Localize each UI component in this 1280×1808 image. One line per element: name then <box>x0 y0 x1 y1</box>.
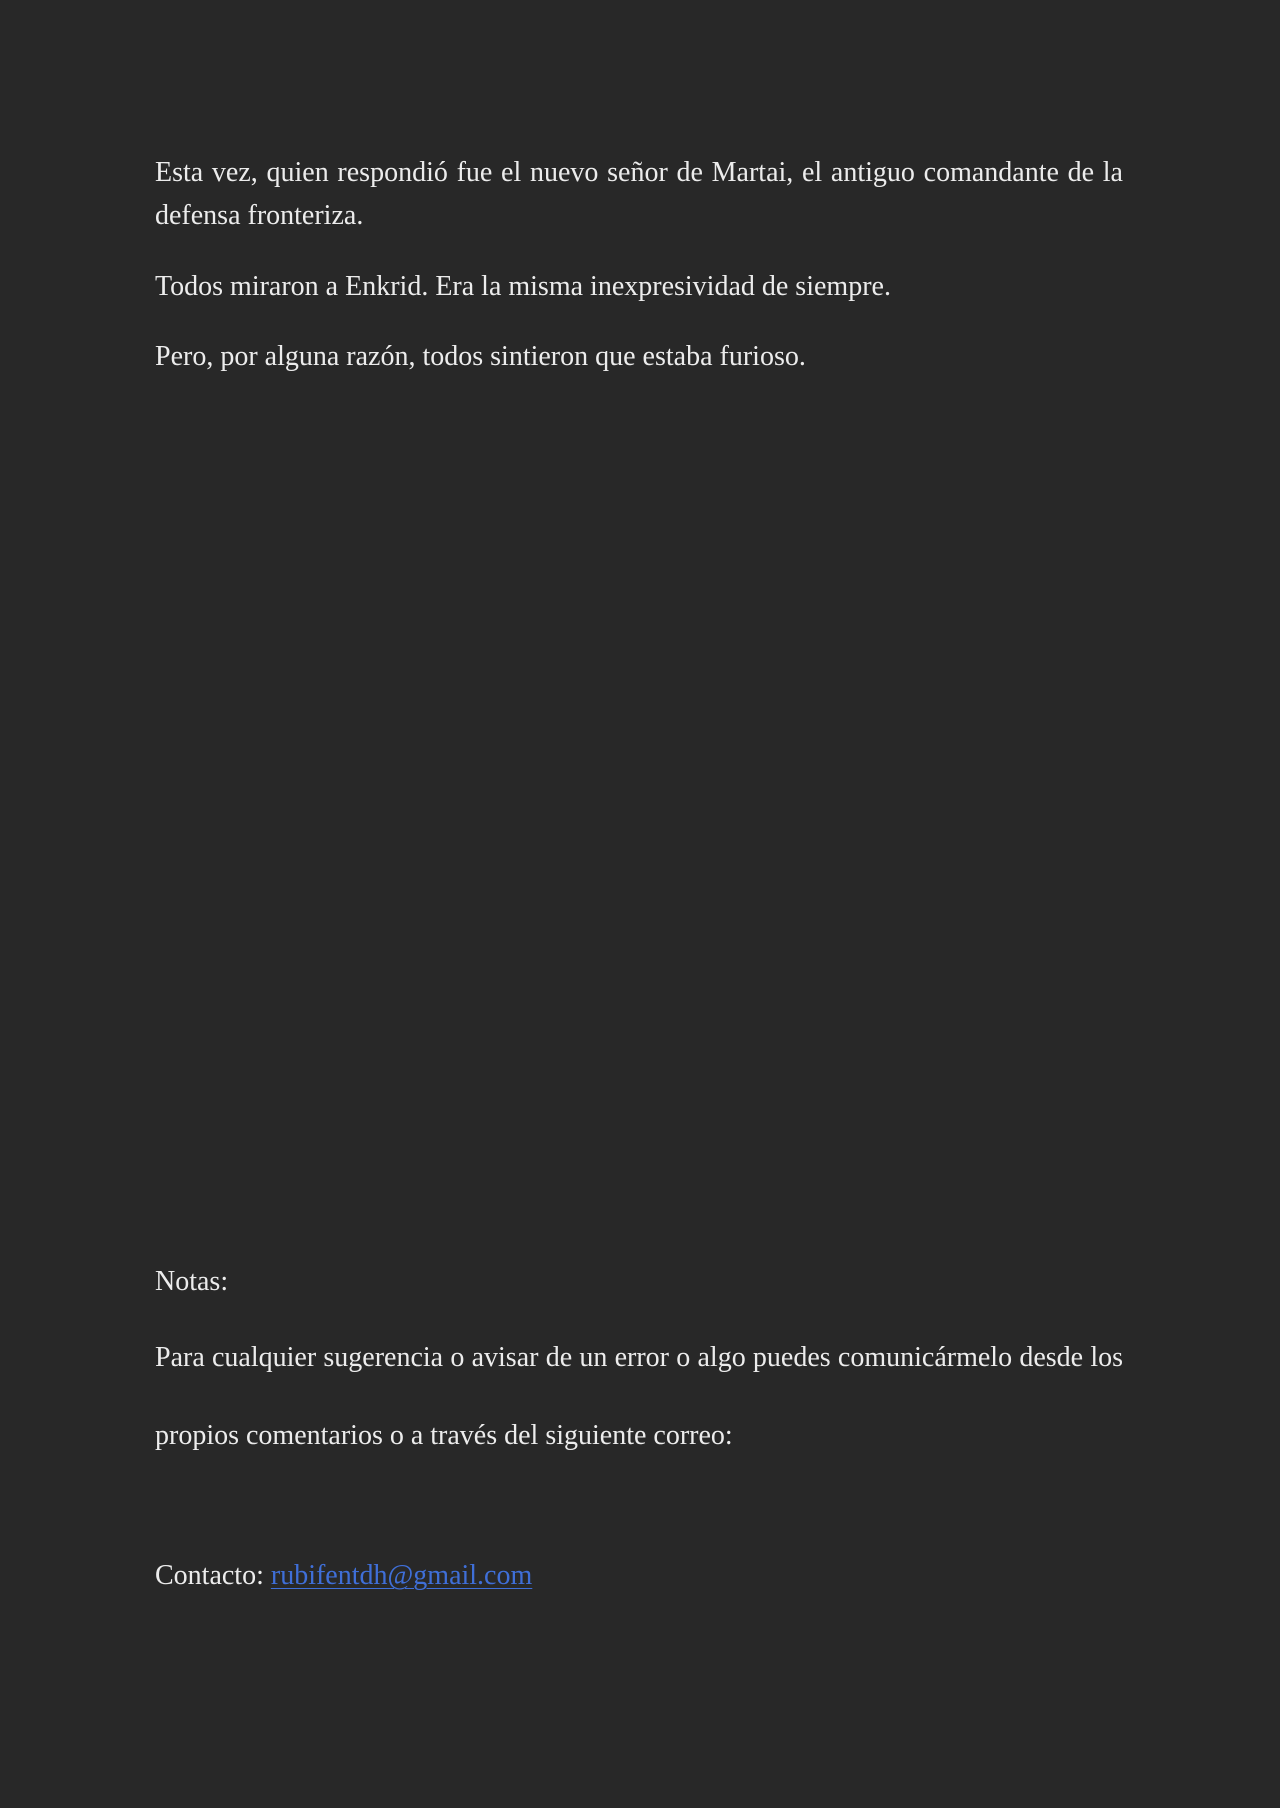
story-paragraph-1: Esta vez, quien respondió fue el nuevo señor de Martai, el antiguo comandante de la defensa fronteriza. <box>155 157 1123 231</box>
notes-text-line-2: propios comentarios o a través del siguiente correo: <box>155 1420 733 1451</box>
notes-heading: Notas: <box>155 1266 229 1297</box>
notes-text-line-1: Para cualquier sugerencia o avisar de un error o algo puedes comunicármelo desde los <box>155 1342 1123 1373</box>
contact-line <box>155 1554 1123 1597</box>
story-paragraph-2: Todos miraron a Enkrid. Era la misma inexpresividad de siempre. <box>155 271 891 302</box>
contact-email-link[interactable]: rubifentdh@gmail.com <box>270 1560 533 1591</box>
contact-label: Contacto: <box>155 1560 271 1591</box>
story-paragraph-3: Pero, por alguna razón, todos sintieron que estaba furioso. <box>155 341 806 372</box>
document-page <box>155 0 1123 1808</box>
